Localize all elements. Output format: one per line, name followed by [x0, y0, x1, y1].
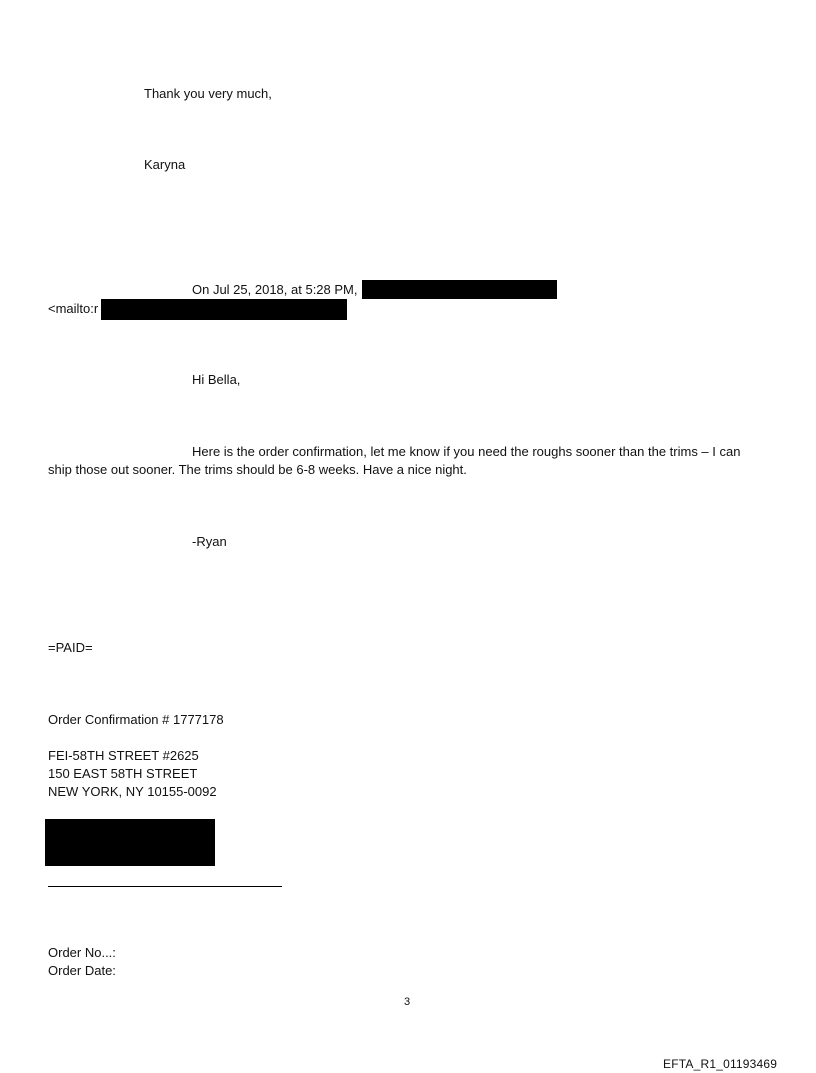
address-line-1: FEI-58TH STREET #2625	[48, 748, 199, 763]
address-line-3: NEW YORK, NY 10155-0092	[48, 784, 217, 799]
page-number: 3	[404, 996, 411, 1008]
redaction-block	[45, 819, 215, 866]
mailto-prefix: <mailto:r	[48, 301, 99, 316]
order-confirmation-label: Order Confirmation # 1777178	[48, 712, 224, 727]
address-line-2: 150 EAST 58TH STREET	[48, 766, 198, 781]
email-body-line-2: ship those out sooner. The trims should be 6-8 weeks. Have a nice night.	[48, 462, 467, 477]
email-body-line-1: Here is the order confirmation, let me know if you need the roughs sooner than the trims – I can	[192, 444, 741, 459]
order-no-label: Order No...:	[48, 945, 116, 960]
signature-rule	[48, 886, 282, 887]
email-signoff-name: Karyna	[144, 157, 186, 172]
quoted-header: On Jul 25, 2018, at 5:28 PM,	[192, 282, 358, 297]
redaction-sender-email	[101, 299, 347, 320]
paid-stamp: =PAID=	[48, 640, 93, 655]
email-closing: Thank you very much,	[144, 86, 272, 101]
email-greeting: Hi Bella,	[192, 372, 241, 387]
sender-signature: -Ryan	[192, 534, 227, 549]
document-id: EFTA_R1_01193469	[663, 1057, 778, 1071]
redaction-sender-name	[362, 280, 557, 299]
order-date-label: Order Date:	[48, 963, 116, 978]
